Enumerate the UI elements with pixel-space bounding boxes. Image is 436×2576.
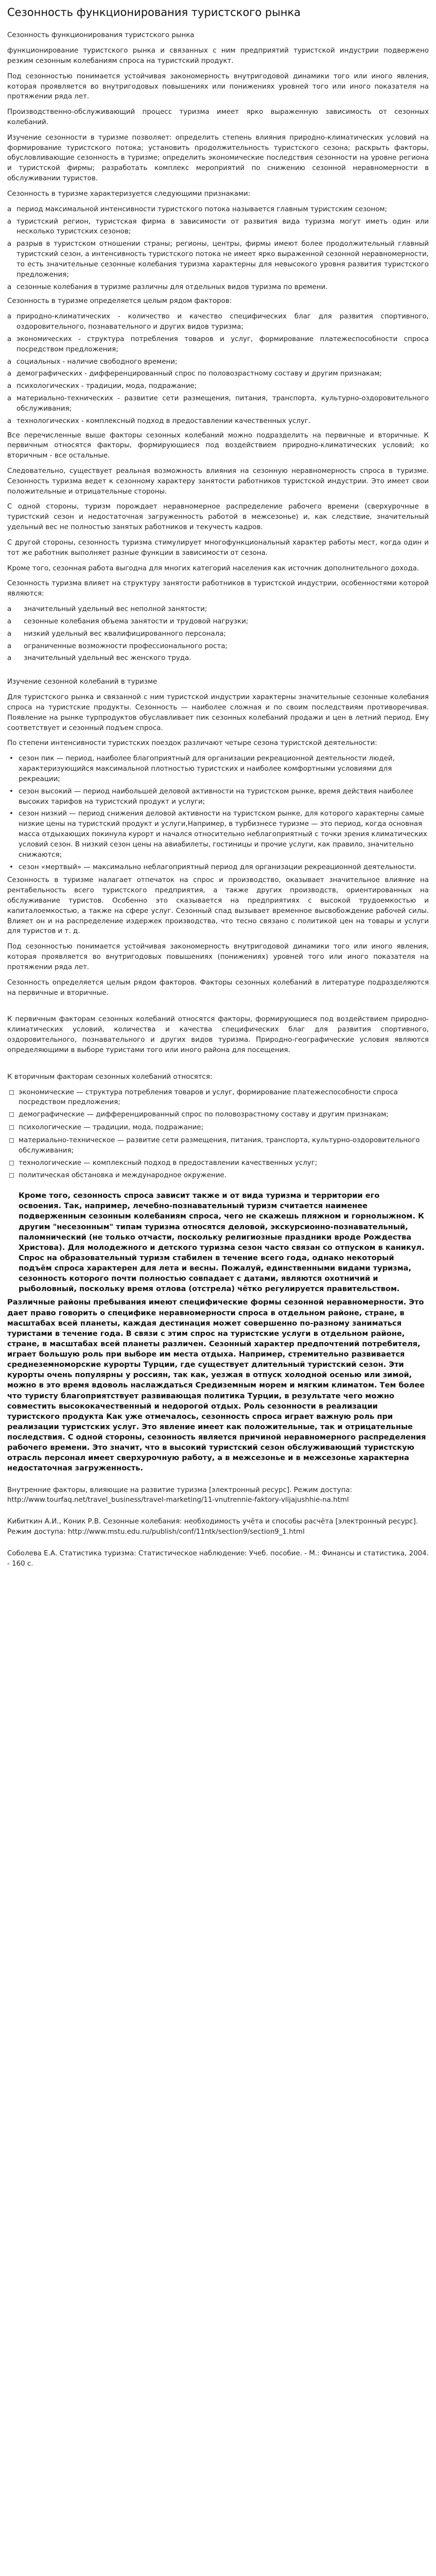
secondary-list [7,1088,429,1182]
list-item: а сезонные колебания в туризме различны для отдельных видов туризма по времени. [7,282,429,293]
list-item: а значительный удельный вес неполной занятости; [7,605,207,614]
intro-paragraph: Изучение сезонности в туризме позволяет: определить степень влияния природно-климатических условий на формирование туристского потока; установить продолжительность туристского сезона; раскрыть факторы, обусловливающие сезонность в туризме; определить экономические последствия сезонности на уровне региона и туристской фирмы; разработать комплекс мероприятий по снижению сезонной неравномерности в обслуживании туристов. [7,133,429,183]
features-list [7,604,429,664]
list-item: а демографических - дифференцированный спрос по половозрастному составу и другим признакам; [7,370,382,378]
checkbox-bullet-icon [9,1161,14,1165]
list-item: а сезонные колебания объема занятости и трудовой нагрузки; [7,617,249,625]
list-item: материально-техническое — развитие сети размещения, питания, транспорта, культурно-оздоровительного обслуживания; [7,1136,429,1156]
intro-paragraph: Производственно-обслуживающий процесс туризма имеет ярко выраженную зависимость от сезонных колебаний. [7,108,429,126]
list-item: а материально-технических - развитие сети размещения, питания, транспорта, культурно-оздоровительного обслуживания; [7,395,429,413]
seasons-list [7,754,429,872]
intro-paragraph: Под сезонностью понимается устойчивая закономерность внутригодовой динамики того или иного явления, которая проявляется во внутригодовых повышениях или понижениях уровней того или иного показателя на протяжении ряда лет. [7,72,429,101]
list-item: психологические — традиции, мода, подражание; [7,1123,429,1133]
list-item: а низкий удельный вес квалифицированного персонала; [7,630,226,638]
spacer [7,1003,429,1014]
list-item: • сезон «мертвый» — максимально неблагоприятный период для организации рекреационной деятельности. [7,862,429,873]
list-item: а значительный удельный вес женского труда. [7,654,191,663]
list-item: а период максимальной интенсивности туристского потока называется главным туристским сезоном; [7,205,429,215]
factors-intro: Сезонность в туризме определяется целым рядом факторов: [7,297,232,306]
list-marker: а [7,205,12,213]
section-heading: Изучение сезонной колебаний в туризме [7,678,158,686]
highlighted-paragraph: Различные районы пребывания имеют специфические формы сезонной неравномерности. Это дает право говорить о специфике неравномерности спроса в отдельном районе, стране, в масштабах всей планеты, каждая дестинация может совершенно по-разному заниматься туристами в течение года. В связи с этим спрос на туристские услуги в отдельном районе, стране, в масштабах всей планеты различен. Сезонный характер предпочтений потребителя, играет большую роль при выборе им места отдыха. Например, стремительно развивается среднеземноморские курорты Турции, где существует длительный туристский сезон. Эти курорты очень популярны у россиян, так как, уезжая в отпуск холодной осенью или зимой, можно в это время вдоволь наслаждаться Средиземным морем и мягким климатом. Тем более что туристу благоприятствует развивающая политика Турции, в результате чего можно совместить высококачественный и недорогой отдых. Роль сезонности в реализации туристского продукта Как уже отмечалось, сезонность спроса играет важную роль при реализации туристских услуг. Это явление имеет как положительные, так и отрицательные последствия. С одной стороны, сезонность является причиной неравномерного распределения рабочего времени. Это значит, что в высокий туристский сезон обслуживающий туристскую отрасль персонал имеет сверхурочную работу, а в межсезонье и в межсезонье характерна недостаточная загруженность. [7,1298,426,1473]
body-paragraph: Сезонность туризма влияет на структуру занятости работников в туристской индустрии, особенностями которой являются: [7,580,429,598]
source-reference: Соболева Е.А. Статистика туризма: Статистическое наблюдение: Учеб. пособие. - М.: Финансы и статистика, 2004. - 160 с. [7,1549,429,1568]
factors-list [7,312,429,426]
list-marker: а [7,283,12,291]
bullet-icon: • [9,787,13,795]
spacer [7,1474,429,1485]
body-paragraph: Сезонность определяется целым рядом факторов. Факторы сезонных колебаний в литературе подразделяются на первичные и вторичные. [7,978,429,997]
list-item: демографические — дифференцированный спрос по половозрастному составу и другим признакам; [7,1110,429,1121]
bullet-icon: • [9,863,13,871]
list-item: • сезон пик — период, наиболее благоприятный для организации рекреационной деятельности людей, характеризующийся максимальной плотностью туристских и наиболее комфортными условиями для рекреации; [7,754,429,784]
body-paragraph: К первичным факторам сезонных колебаний относятся факторы, формирующиеся под воздействием природно-климатических условий, количества и качества специфических благ для развития спортивного, оздоровительного, познавательного и других видов туризма. Природно-географические условия являются определяющими в выборе туристами того или иного района для посещения. [7,1015,429,1054]
list-item: политическая обстановка и международное окружение. [7,1171,429,1181]
body-paragraph: Кроме того, сезонная работа выгодна для многих категорий населения как источник дополнительного дохода. [7,564,420,572]
checkbox-bullet-icon [9,1090,14,1095]
list-item: а туристский регион, туристская фирма в зависимости от развития вида туризма могут иметь один или несколько туристских сезонов; [7,217,429,238]
bullet-icon: • [9,755,13,763]
list-marker: а [7,240,12,248]
list-item: а природно-климатических - количество и качество специфических благ для развития спортивного, оздоровительного, познавательного и других видов туризма; [7,313,429,331]
body-paragraph: С другой стороны, сезонность туризма стимулирует многофункциональный характер работы мест, когда один и тот же работник выполняет разные функции в зависимости от сезона. [7,538,429,557]
checkbox-bullet-icon [9,1173,14,1178]
body-paragraph: С одной стороны, туризм порождает неравномерное распределение рабочего времени (сверхурочные в туристский сезон и недостаточная загруженность работой в межсезонье) и, как следствие, значительный удельный вес не полностью занятых работников и текучесть кадров. [7,503,429,532]
checkbox-bullet-icon [9,1138,14,1143]
body-paragraph: Следовательно, существует реальная возможность влияния на сезонную неравномерность спроса в туризме. Сезонность туризма ведет к сезонному характеру занятости работников туристской индустрии. Это имеет свои положительные и отрицательные стороны. [7,467,429,496]
list-item: а социальных - наличие свободного времени; [7,358,178,366]
spacer [7,1061,429,1072]
checkbox-bullet-icon [9,1125,14,1130]
highlighted-block: Кроме того, сезонность спроса зависит также и от вида туризма и территории его освоения. Так, например, лечебно-познавательный туризм считается наименее подверженным сезонным колебаниям спроса, чего не скажешь пляжном и горнолыжном. К другим "несезонным" типам туризма относятся деловой, экскурсионно-познавательный, паломнический (не только отчасти, поскольку религиозные праздники вроде Рождества Христова). Для молодежного и детского туризма сезон часто связан со отпуском в каникул. Спрос на образовательный туризм стабилен в течение всего года, однако некоторый подъём спроса характерен для лета и весны. Пожалуй, единственными видами туризма, сезонность которого почти полностью совпадает с датами, являются охотничий и рыболовный, поскольку время отлова (отстрела) чётко регулируется правительством. [19,1191,425,1294]
list-item: • сезон высокий — период наибольшей деловой активности на туристском рынке, время действия наиболее высоких тарифов на туристский продукт и услуги; [7,787,429,807]
intro-paragraph: функционирование туристского рынка и связанных с ним предприятий туристской индустрии подвержено резким сезонным колебаниям спроса на туристский продукт. [7,47,429,65]
sources-list [7,1485,429,1569]
list-item: а ограниченные возможности профессионального роста; [7,642,228,650]
body-paragraph: Под сезонностью понимается устойчивая закономерность внутригодовой динамики того или иного явления, которая проявляется во внутригодовых повышениях (понижениях) уровней того или иного показателя на протяжении ряда лет. [7,943,429,971]
list-item: а психологических - традиции, мода, подражание; [7,382,197,391]
page-title: Сезонность функционирования туристского рынка [7,6,301,19]
intro-paragraph: Сезонность функционирования туристского рынка [7,31,195,40]
checkbox-bullet-icon [9,1112,14,1117]
list-item: а технологических - комплексный подход в предоставлении качественных услуг. [7,417,311,425]
list-marker: а [7,217,12,226]
body-paragraph: Для туристского рынка и связанной с ним туристской индустрии характерны значительные сезонные колебания спроса на туристские продукты. Сезонность — наиболее сложная и по своим последствиям противоречивая. Появление на рынке турпродуктов обуславливает пик сезонных колебаний продажи и цен в летний период. Ему соответствует и сезонный подъем спроса. [7,693,429,732]
secondary-intro: К вторичным факторам сезонных колебаний относятся: [7,1073,213,1081]
signs-list [7,205,429,293]
list-item: • сезон низкий — период снижения деловой активности на туристском рынке, для которого характерны самые низкие цены на туристский продукт и услуги,Например, в турбизнесе туризме — это период, когда основная масса отдыхающих покинула курорт и начался относительно неблагоприятный с точки зрения климатических условий сезон. В низкий сезон цены на авиабилеты, гостиницы и прочие услуги, как правило, значительно снижаются; [7,809,429,860]
spacer [7,666,429,677]
body-paragraph: По степени интенсивности туристских поездок различают четыре сезона туристской деятельности: [7,739,377,748]
body-paragraph: Сезонность в туризме налагает отпечаток на спрос и производство, оказывает значительное влияние на рентабельность всего туристского предприятия, а также других производств, ориентированных на обслуживание туристов. Особенно это сказывается на предприятиях с высокой трудоемкостью и капиталоемкостью, а также на сфере услуг. Сезонный спад вызывает временное высвобождение рабочей силы. Влияет он и на распределение издержек производства, что тесно связано с политикой цен на товары и услуги для туристов и т. д. [7,876,429,936]
list-item: технологические — комплексный подход в предоставлении качественных услуг; [7,1158,429,1169]
list-item: а разрыв в туристском отношении страны; регионы, центры, фирмы имеют более продолжительный главный туристский сезон, а интенсивность туристского потока не имеет ярко выраженной сезонной неравномерности, то есть значительные сезонные колебания туризма характерны для невысокого уровня развития туристского предложения; [7,239,429,280]
body-paragraph: Все перечисленные выше факторы сезонных колебаний можно подразделить на первичные и вторичные. К первичным относятся факторы, формирующиеся под воздействием природно-климатических условий; ко вторичным - все остальные. [7,431,429,460]
list-item: а экономических - структура потребления товаров и услуг, формирование платежеспособности спроса посредством предложения; [7,335,429,353]
bullet-icon: • [9,810,13,818]
source-reference[interactable]: Кибиткин А.И., Коник Р.В. Сезонные колебания: необходимость учёта и способы расчёта [электронный ресурс]. Режим доступа: http://www.mstu.edu.ru/publish/conf/11ntk/section9/section9_1.html [7,1518,418,1536]
source-reference[interactable]: Внутренние факторы, влияющие на развитие туризма [электронный ресурс]. Режим доступа: http://www.tourfaq.net/travel_business/travel-marketing/11-vnutrennie-faktory-vlijajushhie-na.html [7,1486,353,1504]
list-item: экономические — структура потребления товаров и услуг, формирование платежеспособности спроса посредством предложения; [7,1088,429,1108]
intro-paragraph: Сезонность в туризме характеризуется следующими признаками: [7,190,251,198]
